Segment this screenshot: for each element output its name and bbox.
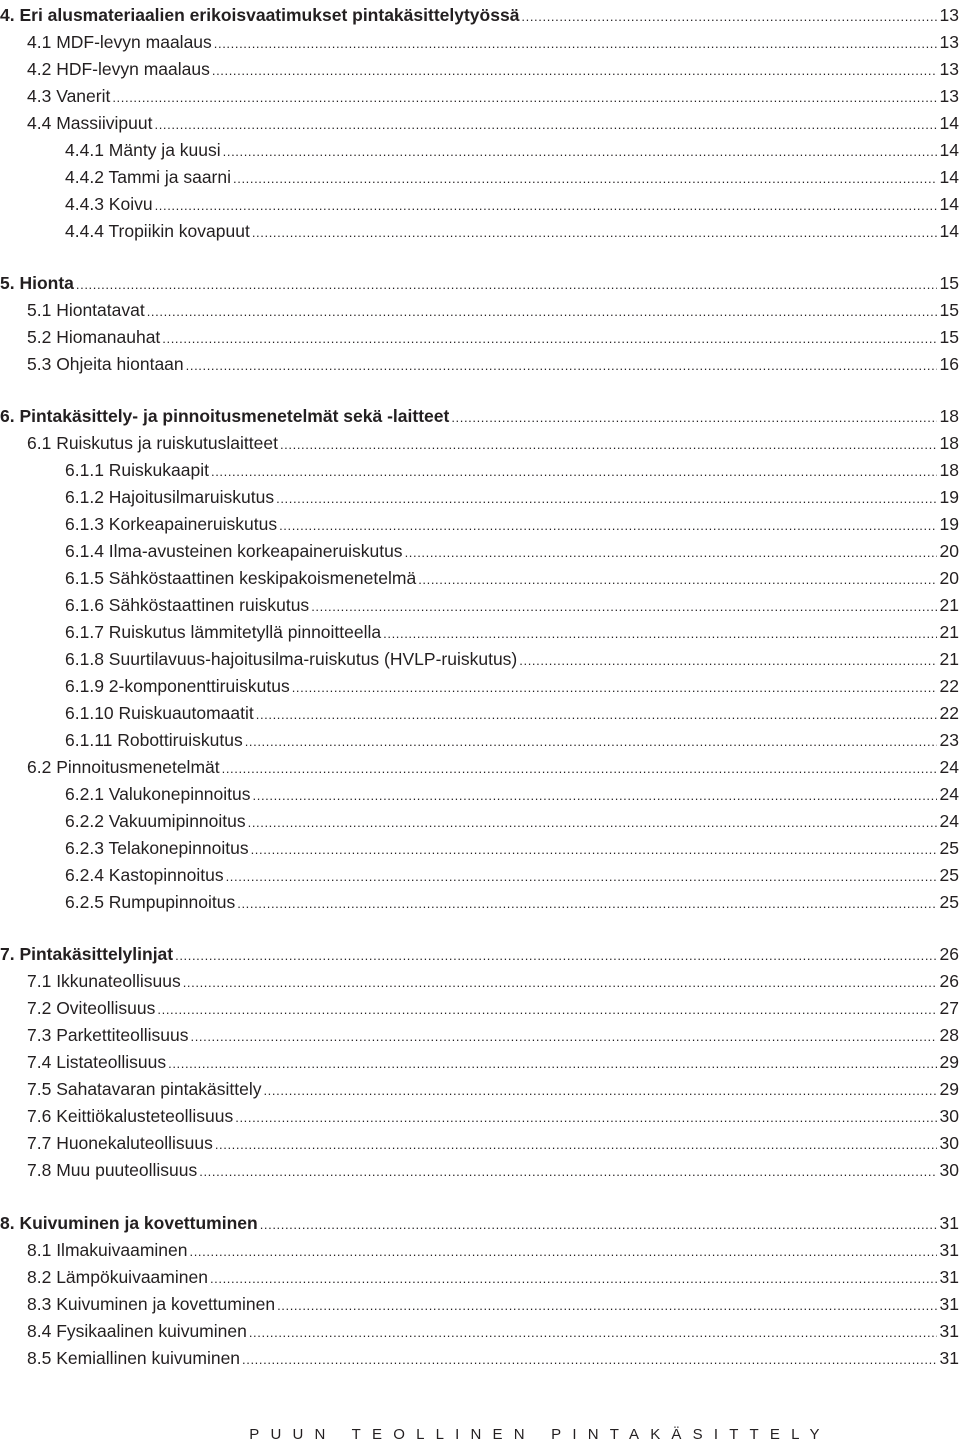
toc-entry[interactable]	[65, 594, 959, 618]
toc-entry-page-number: 26	[939, 971, 959, 991]
toc-entry[interactable]	[27, 299, 959, 323]
toc-row	[0, 166, 960, 193]
toc-entry[interactable]	[65, 702, 959, 726]
toc-leader-dots	[418, 569, 936, 591]
toc-entry-label: 5.3 Ohjeita hiontaan	[27, 354, 184, 374]
toc-row	[0, 756, 960, 783]
toc-leader-dots	[253, 785, 937, 807]
toc-entry[interactable]	[27, 1024, 959, 1048]
toc-entry-label: 6.1.5 Sähköstaattinen keskipakoismenetelmä	[65, 568, 417, 588]
toc-leader-dots	[311, 596, 936, 618]
toc-entry-label: 6.2.5 Rumpupinnoitus	[65, 892, 236, 912]
toc-entry[interactable]	[65, 567, 959, 591]
toc-row	[0, 220, 960, 247]
toc-row	[0, 783, 960, 810]
toc-leader-dots	[521, 6, 936, 28]
toc-entry[interactable]	[65, 166, 959, 190]
toc-row	[0, 486, 960, 513]
toc-entry[interactable]	[27, 997, 959, 1021]
toc-entry-label: 6.1.1 Ruiskukaapit	[65, 460, 209, 480]
toc-entry-label: 4.1 MDF-levyn maalaus	[27, 32, 212, 52]
toc-entry-label: 6.2.3 Telakonepinnoitus	[65, 838, 249, 858]
toc-entry-page-number: 13	[939, 59, 959, 79]
toc-leader-dots	[154, 114, 936, 136]
toc-row	[0, 4, 960, 31]
toc-entry-page-number: 21	[939, 595, 959, 615]
toc-entry-page-number: 14	[939, 221, 959, 241]
toc-row	[0, 997, 960, 1024]
toc-entry[interactable]	[27, 432, 959, 456]
toc-row	[0, 1078, 960, 1105]
toc-entry-page-number: 27	[939, 998, 959, 1018]
toc-entry-page-number: 19	[939, 487, 959, 507]
toc-entry-page-number: 18	[939, 406, 959, 426]
toc-leader-dots	[175, 945, 936, 967]
toc-entry-page-number: 31	[939, 1240, 959, 1260]
toc-entry-label: 8.2 Lämpökuivaaminen	[27, 1267, 208, 1287]
toc-entry-page-number: 23	[939, 730, 959, 750]
toc-row	[0, 405, 960, 432]
toc-leader-dots	[210, 1268, 937, 1290]
toc-entry-page-number: 18	[939, 460, 959, 480]
toc-leader-dots	[245, 731, 937, 753]
toc-leader-dots	[199, 1161, 936, 1183]
toc-leader-dots	[405, 542, 937, 564]
toc-entry-label: 4. Eri alusmateriaalien erikoisvaatimukset pintakäsittelytyössä	[0, 5, 520, 25]
toc-entry-label: 6.1.3 Korkeapaineruiskutus	[65, 514, 278, 534]
toc-entry-label: 7.1 Ikkunateollisuus	[27, 971, 181, 991]
toc-leader-dots	[263, 1080, 936, 1102]
toc-leader-dots	[212, 60, 937, 82]
toc-leader-dots	[183, 972, 937, 994]
toc-leader-dots	[251, 839, 937, 861]
toc-entry-page-number: 25	[939, 838, 959, 858]
toc-row	[0, 299, 960, 326]
toc-entry-page-number: 31	[939, 1321, 959, 1341]
toc-entry-page-number: 30	[939, 1133, 959, 1153]
toc-leader-dots	[186, 355, 937, 377]
toc-leader-dots	[451, 407, 936, 429]
toc-entry-label: 7.6 Keittiökalusteteollisuus	[27, 1106, 234, 1126]
toc-entry[interactable]	[65, 139, 959, 163]
toc-entry-label: 7.5 Sahatavaran pintakäsittely	[27, 1079, 262, 1099]
toc-entry-page-number: 31	[939, 1267, 959, 1287]
toc-entry[interactable]	[27, 31, 959, 55]
toc-leader-dots	[162, 328, 936, 350]
toc-row	[0, 970, 960, 997]
toc-entry-page-number: 16	[939, 354, 959, 374]
toc-entry-page-number: 22	[939, 703, 959, 723]
toc-leader-dots	[157, 999, 936, 1021]
toc-entry-label: 5.2 Hiomanauhat	[27, 327, 161, 347]
toc-row	[0, 58, 960, 85]
toc-leader-dots	[112, 87, 936, 109]
toc-row	[0, 326, 960, 353]
toc-entry[interactable]	[65, 729, 959, 753]
toc-row	[0, 621, 960, 648]
toc-entry-label: 8.4 Fysikaalinen kuivuminen	[27, 1321, 247, 1341]
toc-entry-label: 6.2.1 Valukonepinnoitus	[65, 784, 251, 804]
toc-entry-page-number: 29	[939, 1079, 959, 1099]
toc-entry[interactable]	[65, 540, 959, 564]
toc-entry-page-number: 31	[939, 1294, 959, 1314]
toc-entry-page-number: 21	[939, 622, 959, 642]
toc-entry-label: 4.4.1 Mänty ja kuusi	[65, 140, 221, 160]
toc-row	[0, 31, 960, 58]
toc-entry-page-number: 13	[939, 86, 959, 106]
toc-row	[0, 1239, 960, 1266]
toc-entry-label: 6.1.6 Sähköstaattinen ruiskutus	[65, 595, 310, 615]
toc-entry[interactable]	[65, 193, 959, 217]
toc-row	[0, 1212, 960, 1239]
toc-entry[interactable]	[27, 1105, 959, 1129]
toc-row	[0, 540, 960, 567]
toc-row	[0, 193, 960, 220]
toc-row	[0, 1024, 960, 1051]
toc-entry-page-number: 26	[939, 944, 959, 964]
toc-row	[0, 513, 960, 540]
toc-entry-label: 8. Kuivuminen ja kovettuminen	[0, 1213, 258, 1233]
toc-leader-dots	[292, 677, 937, 699]
toc-entry-label: 4.4.2 Tammi ja saarni	[65, 167, 232, 187]
toc-leader-dots	[277, 1295, 936, 1317]
toc-entry[interactable]	[27, 1078, 959, 1102]
toc-entry-label: 7.8 Muu puuteollisuus	[27, 1160, 198, 1180]
toc-leader-dots	[260, 1214, 937, 1236]
toc-leader-dots	[226, 866, 937, 888]
toc-entry[interactable]	[27, 112, 959, 136]
toc-entry[interactable]	[65, 648, 959, 672]
toc-entry-page-number: 14	[939, 167, 959, 187]
toc-entry-label: 7.2 Oviteollisuus	[27, 998, 156, 1018]
toc-entry-label: 8.1 Ilmakuivaaminen	[27, 1240, 188, 1260]
toc-leader-dots	[519, 650, 936, 672]
toc-entry[interactable]	[0, 272, 959, 296]
toc-entry[interactable]	[27, 756, 959, 780]
toc-entry-label: 7.7 Huonekaluteollisuus	[27, 1133, 213, 1153]
toc-row	[0, 648, 960, 675]
toc-row	[0, 1266, 960, 1293]
toc-entry-label: 7.3 Parkettiteollisuus	[27, 1025, 189, 1045]
toc-entry[interactable]	[65, 864, 959, 888]
toc-row	[0, 567, 960, 594]
toc-entry-page-number: 20	[939, 541, 959, 561]
toc-entry-label: 6.2.2 Vakuumipinnoitus	[65, 811, 246, 831]
toc-row	[0, 1051, 960, 1078]
toc-row	[0, 675, 960, 702]
toc-entry-label: 4.2 HDF-levyn maalaus	[27, 59, 210, 79]
toc-entry-page-number: 30	[939, 1160, 959, 1180]
toc-row	[0, 891, 960, 918]
toc-entry-label: 6.1.7 Ruiskutus lämmitetyllä pinnoitteella	[65, 622, 382, 642]
toc-entry[interactable]	[65, 621, 959, 645]
toc-entry[interactable]	[27, 326, 959, 350]
toc-entry[interactable]	[65, 220, 959, 244]
toc-entry-page-number: 13	[939, 5, 959, 25]
toc-entry-page-number: 14	[939, 194, 959, 214]
toc-row	[0, 943, 960, 970]
toc-entry-page-number: 14	[939, 140, 959, 160]
toc-entry-page-number: 31	[939, 1213, 959, 1233]
toc-entry-label: 5.1 Hiontatavat	[27, 300, 145, 320]
toc-entry[interactable]	[27, 1132, 959, 1156]
toc-entry-page-number: 13	[939, 32, 959, 52]
toc-leader-dots	[242, 1349, 936, 1371]
toc-row	[0, 353, 960, 380]
toc-entry-label: 6.1.2 Hajoitusilmaruiskutus	[65, 487, 275, 507]
toc-entry[interactable]	[65, 891, 959, 915]
toc-entry-page-number: 25	[939, 865, 959, 885]
toc-leader-dots	[147, 301, 937, 323]
toc-leader-dots	[168, 1053, 936, 1075]
toc-row	[0, 1293, 960, 1320]
toc-entry[interactable]	[0, 943, 959, 967]
toc-entry-label: 4.3 Vanerit	[27, 86, 111, 106]
toc-entry-page-number: 15	[939, 300, 959, 320]
toc-entry[interactable]	[27, 1347, 959, 1371]
toc-leader-dots	[237, 893, 936, 915]
toc-entry-page-number: 30	[939, 1106, 959, 1126]
toc-row	[0, 1347, 960, 1374]
toc-entry-label: 6.1.11 Robottiruiskutus	[65, 730, 243, 750]
toc-row	[0, 459, 960, 486]
toc-entry[interactable]	[65, 486, 959, 510]
toc-entry-page-number: 24	[939, 757, 959, 777]
toc-entry[interactable]	[0, 4, 959, 28]
toc-row	[0, 85, 960, 112]
toc-entry-page-number: 29	[939, 1052, 959, 1072]
toc-leader-dots	[383, 623, 936, 645]
toc-entry-label: 6.1.4 Ilma-avusteinen korkeapaineruiskutus	[65, 541, 403, 561]
toc-row	[0, 837, 960, 864]
toc-row	[0, 1132, 960, 1159]
toc-entry-label: 8.5 Kemiallinen kuivuminen	[27, 1348, 241, 1368]
toc-entry-page-number: 14	[939, 113, 959, 133]
toc-entry-page-number: 24	[939, 784, 959, 804]
toc-entry-label: 8.3 Kuivuminen ja kovettuminen	[27, 1294, 276, 1314]
toc-row	[0, 1159, 960, 1186]
toc-entry[interactable]	[65, 675, 959, 699]
toc-entry[interactable]	[27, 1293, 959, 1317]
toc-leader-dots	[256, 704, 937, 726]
toc-leader-dots	[235, 1107, 936, 1129]
toc-row	[0, 810, 960, 837]
toc-entry-page-number: 15	[939, 273, 959, 293]
toc-row	[0, 272, 960, 299]
toc-entry-label: 7. Pintakäsittelylinjat	[0, 944, 174, 964]
toc-entry-page-number: 21	[939, 649, 959, 669]
toc-entry-label: 6.1.8 Suurtilavuus-hajoitusilma-ruiskutus (HVLP-ruiskutus)	[65, 649, 518, 669]
toc-row	[0, 702, 960, 729]
toc-entry-label: 4.4 Massiivipuut	[27, 113, 153, 133]
toc-entry-page-number: 20	[939, 568, 959, 588]
toc-entry-page-number: 15	[939, 327, 959, 347]
toc-leader-dots	[280, 434, 937, 456]
toc-leader-dots	[76, 274, 937, 296]
toc-entry[interactable]	[27, 58, 959, 82]
toc-entry-label: 4.4.4 Tropiikin kovapuut	[65, 221, 250, 241]
toc-entry-page-number: 24	[939, 811, 959, 831]
toc-entry[interactable]	[65, 810, 959, 834]
toc-entry[interactable]	[27, 1239, 959, 1263]
toc-leader-dots	[249, 1322, 937, 1344]
toc-entry[interactable]	[27, 1320, 959, 1344]
toc-entry-label: 6. Pintakäsittely- ja pinnoitusmenetelmät sekä -laitteet	[0, 406, 450, 426]
toc-leader-dots	[190, 1241, 937, 1263]
toc-row	[0, 112, 960, 139]
toc-leader-dots	[211, 461, 937, 483]
toc-leader-dots	[233, 168, 937, 190]
page-footer: PUUN TEOLLINEN PINTAKÄSITTELY	[249, 1426, 831, 1443]
toc-entry-page-number: 22	[939, 676, 959, 696]
toc-leader-dots	[214, 33, 937, 55]
toc-leader-dots	[190, 1026, 936, 1048]
toc-entry-label: 6.2 Pinnoitusmenetelmät	[27, 757, 220, 777]
toc-entry-page-number: 19	[939, 514, 959, 534]
toc-entry-label: 6.1.10 Ruiskuautomaatit	[65, 703, 254, 723]
toc-row	[0, 432, 960, 459]
toc-entry-label: 4.4.3 Koivu	[65, 194, 153, 214]
toc-leader-dots	[155, 195, 937, 217]
toc-leader-dots	[222, 758, 937, 780]
toc-row	[0, 594, 960, 621]
toc-leader-dots	[223, 141, 937, 163]
toc-entry[interactable]	[27, 970, 959, 994]
toc-row	[0, 1105, 960, 1132]
toc-row	[0, 864, 960, 891]
toc-entry[interactable]	[27, 1159, 959, 1183]
toc-entry[interactable]	[27, 1051, 959, 1075]
toc-entry[interactable]	[65, 513, 959, 537]
toc-entry[interactable]	[27, 1266, 959, 1290]
toc-leader-dots	[248, 812, 937, 834]
toc-entry-label: 6.2.4 Kastopinnoitus	[65, 865, 224, 885]
toc-entry[interactable]	[65, 837, 959, 861]
toc-leader-dots	[276, 488, 936, 510]
toc-row	[0, 729, 960, 756]
toc-entry-page-number: 18	[939, 433, 959, 453]
toc-leader-dots	[252, 222, 937, 244]
toc-entry[interactable]	[27, 353, 959, 377]
toc-row	[0, 139, 960, 166]
toc-leader-dots	[215, 1134, 937, 1156]
toc-entry-label: 5. Hionta	[0, 273, 74, 293]
toc-entry-page-number: 28	[939, 1025, 959, 1045]
toc-entry-label: 7.4 Listateollisuus	[27, 1052, 167, 1072]
toc-row	[0, 1320, 960, 1347]
toc-entry[interactable]	[0, 405, 959, 429]
toc-entry-page-number: 25	[939, 892, 959, 912]
toc-entry-label: 6.1.9 2-komponenttiruiskutus	[65, 676, 290, 696]
toc-entry[interactable]	[27, 85, 959, 109]
toc-entry-label: 6.1 Ruiskutus ja ruiskutuslaitteet	[27, 433, 278, 453]
toc-leader-dots	[279, 515, 936, 537]
toc-entry[interactable]	[65, 783, 959, 807]
toc-entry[interactable]	[0, 1212, 959, 1236]
toc-entry[interactable]	[65, 459, 959, 483]
toc-entry-page-number: 31	[939, 1348, 959, 1368]
